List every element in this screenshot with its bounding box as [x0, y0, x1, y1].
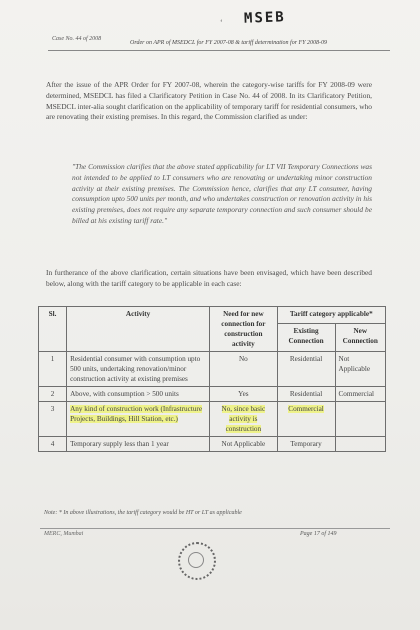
- commission-quote: "The Commission clarifies that the above stated applicability for LT VII Temporary Connections was not intended to be applied to LT consumers who are renovating or undertaking minor construction activity at their existing premises. The Commission hence, clarifies that any LT consumer, having consumption upto 500 units per month, and who undertakes construction or renovation activity in his existing premises, does not require any separate temporary connection and such consumer should be billed at his existing tariff rate.": [72, 162, 372, 225]
- row-need: [210, 402, 277, 437]
- header-new: New Connection: [335, 323, 385, 351]
- header-left: Case No. 44 of 2008: [52, 36, 102, 42]
- row-sl: 4: [39, 437, 67, 452]
- table-row: [39, 437, 386, 452]
- highlighted-text: Any kind of construction work (Infrastructure Projects, Buildings, Hill Station, etc.): [70, 405, 203, 423]
- row-activity: Residential consumer with consumption upto 500 units, undertaking renovation/minor construction activity at existing premises: [67, 352, 210, 387]
- header-right: Order on APR of MSEDCL for FY 2007-08 & tariff determination for FY 2008-09: [130, 40, 328, 46]
- intro-paragraph: After the issue of the APR Order for FY 2007-08, wherein the category-wise tariffs for FY 2008-09 were determined, MSEDCL has filed a Clarificatory Petition in Case No. 44 of 2008. In its Clarificatory Petition, MSEDCL inter-alia sought clarification on the applicability of temporary tariff for residential consumers, who are renovating their existing premises. In this regard, the Commission clarified as under:: [46, 80, 372, 122]
- row-activity: Above, with consumption > 500 units: [67, 387, 210, 402]
- highlighted-text: Commercial: [288, 405, 324, 413]
- table-row: [39, 352, 386, 387]
- row-new: Commercial: [335, 387, 385, 402]
- row-activity: Temporary supply less than 1 year: [67, 437, 210, 452]
- highlighted-text: No, since basic activity is construction: [221, 405, 266, 433]
- row-new: [335, 402, 385, 437]
- row-sl: 2: [39, 387, 67, 402]
- page-number: Page 17 of 149: [300, 531, 337, 537]
- stamp-seal-icon: [178, 542, 216, 580]
- header-sl: Sl.: [39, 307, 67, 352]
- header-existing: Existing Connection: [277, 323, 335, 351]
- tick-mark: ‘: [220, 18, 223, 27]
- handwritten-mark: MSEB: [243, 9, 286, 27]
- row-new: Not Applicable: [335, 352, 385, 387]
- tariff-table: [38, 306, 386, 452]
- footer-left: MERC, Mumbai: [44, 531, 84, 537]
- header-divider: [48, 50, 390, 51]
- row-need: Yes: [210, 387, 277, 402]
- row-existing: Temporary: [277, 437, 335, 452]
- footer-divider: [40, 528, 390, 529]
- row-new: [335, 437, 385, 452]
- row-activity: [67, 402, 210, 437]
- row-existing: Residential: [277, 352, 335, 387]
- table-note: Note: * In above illustrations, the tariff category would be HT or LT as applicable: [44, 510, 242, 516]
- table-row: [39, 387, 386, 402]
- table-row: [39, 402, 386, 437]
- row-existing: Residential: [277, 387, 335, 402]
- furtherance-paragraph: In furtherance of the above clarification, certain situations have been envisaged, which have been described below, along with the tariff category to be applicable in each case:: [46, 268, 372, 288]
- row-existing: [277, 402, 335, 437]
- row-sl: 3: [39, 402, 67, 437]
- row-sl: 1: [39, 352, 67, 387]
- header-activity: Activity: [67, 307, 210, 352]
- row-need: Not Applicable: [210, 437, 277, 452]
- row-need: No: [210, 352, 277, 387]
- header-tariff-category: Tariff category applicable*: [277, 307, 385, 324]
- header-need: Need for new connection for construction activity: [210, 307, 277, 352]
